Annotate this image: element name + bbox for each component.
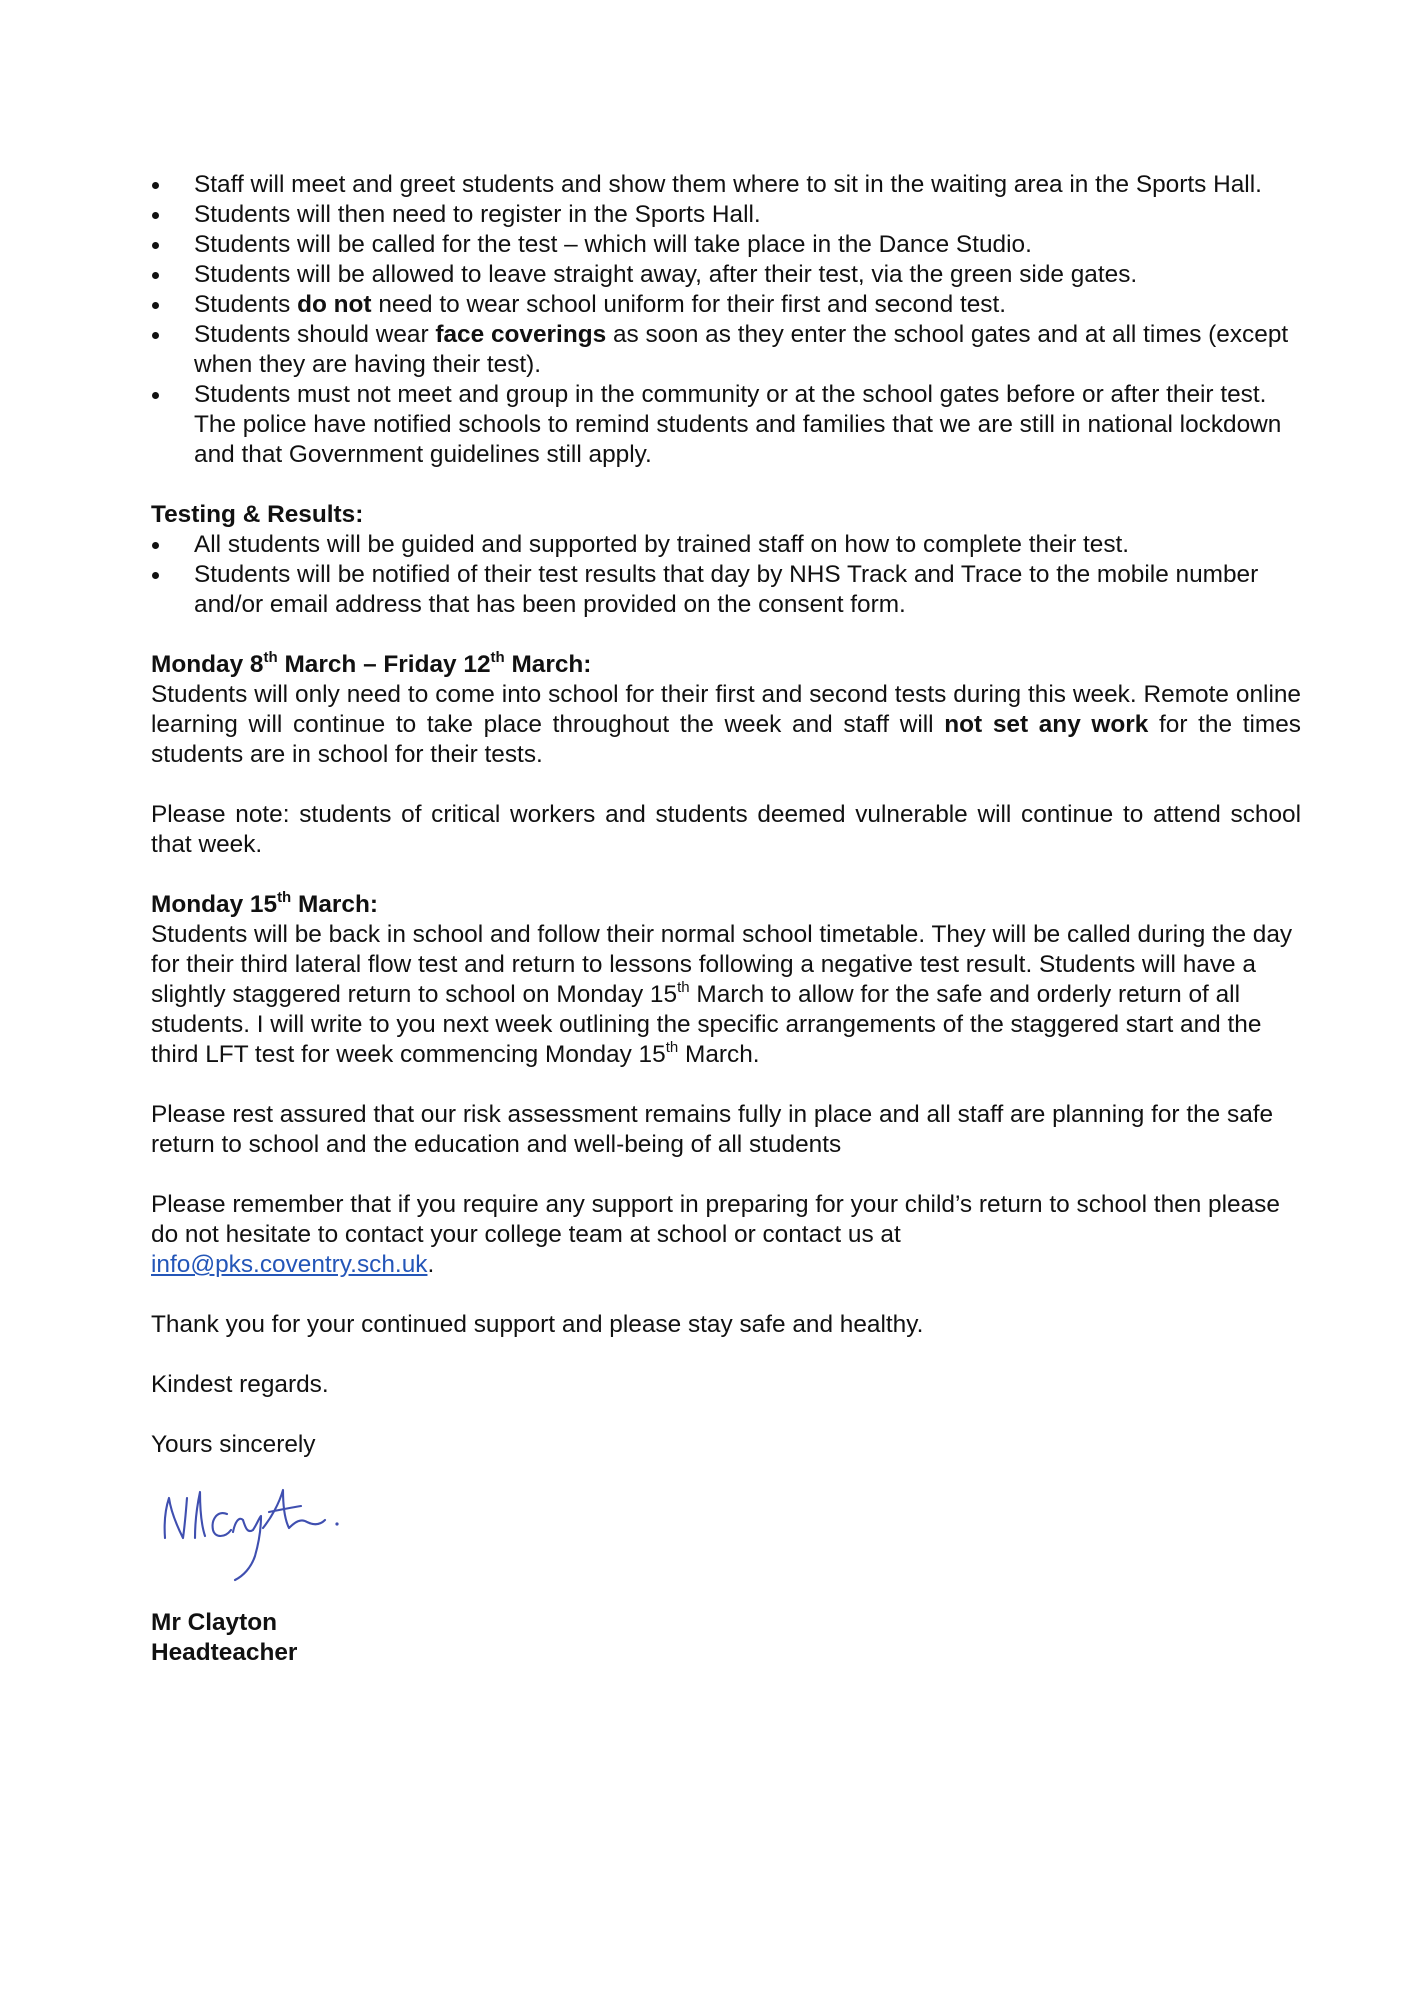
- week2-heading-part: Monday 15: [151, 891, 278, 918]
- signature-dot: [335, 1522, 338, 1525]
- reassurance-paragraph: Please rest assured that our risk assessment remains fully in place and all staff are planning for the safe return to school and the education and well-being of all students: [151, 1101, 1274, 1158]
- spacer: [151, 1400, 1301, 1430]
- bullet-item: [151, 200, 1301, 230]
- handwritten-signature: [155, 1476, 405, 1586]
- bullet-dot: [152, 302, 159, 309]
- spacer: [151, 470, 1301, 500]
- bullet-dot: [152, 182, 159, 189]
- ordinal-suffix: th: [263, 648, 278, 666]
- bullet-text: Students will be called for the test – which will take place in the Dance Studio.: [194, 231, 1032, 258]
- testing-bullet-list: [151, 530, 1301, 620]
- bullet-text-start: Students should wear: [194, 321, 436, 348]
- support-text: Please remember that if you require any support in preparing for your child’s return to school then please do not hesitate to contact your college team at school or contact us at: [151, 1191, 1280, 1248]
- email-link[interactable]: info@pks.coventry.sch.uk: [151, 1251, 428, 1278]
- bullet-item-face-coverings: [151, 320, 1301, 380]
- bullet-text: Students will be allowed to leave straight away, after their test, via the green side gates.: [194, 261, 1138, 288]
- bullet-text-end: as soon as they enter the school gates and at all times (except when they are having their test).: [194, 321, 1289, 378]
- bullet-text: Students must not meet and group in the community or at the school gates before or after their test. The police have notified schools to remind students and families that we are still in national lockdown and that Government guidelines still apply.: [194, 381, 1282, 468]
- ordinal-suffix: th: [490, 648, 505, 666]
- week2-text-part: March.: [678, 1041, 760, 1068]
- bullet-text: Students will be notified of their test results that day by NHS Track and Trace to the mobile number and/or email address that has been provided on the consent form.: [194, 561, 1259, 618]
- bullet-dot: [152, 542, 159, 549]
- week2-heading: [151, 890, 1301, 920]
- spacer: [151, 1280, 1301, 1310]
- bullet-dot: [152, 332, 159, 339]
- spacer: [151, 860, 1301, 890]
- bullet-dot: [152, 242, 159, 249]
- bullet-item: [151, 260, 1301, 290]
- week1-heading-part: Monday 8: [151, 651, 264, 678]
- bullet-dot: [152, 572, 159, 579]
- week1-note: Please note: students of critical workers and students deemed vulnerable will continue to attend school that week.: [151, 801, 1301, 858]
- bullet-text: Students will then need to register in the Sports Hall.: [194, 201, 761, 228]
- week1-heading-part: March – Friday 12: [277, 651, 491, 678]
- spacer: [151, 1340, 1301, 1370]
- spacer: [151, 770, 1301, 800]
- week1-text-bold: not set any work: [944, 711, 1149, 738]
- week1-heading-part: March:: [504, 651, 592, 678]
- testing-heading: Testing & Results:: [151, 501, 364, 528]
- bullet-text-end: need to wear school uniform for their first and second test.: [371, 291, 1007, 318]
- ordinal-suffix: th: [665, 1038, 679, 1056]
- week1-heading: [151, 650, 1301, 680]
- letter-page: [151, 170, 1301, 1668]
- bullet-text-bold: do not: [297, 291, 372, 318]
- week1-paragraph: [151, 680, 1301, 770]
- week2-paragraph: [151, 920, 1301, 1070]
- bullet-item: [151, 530, 1301, 560]
- arrival-bullet-list: [151, 170, 1301, 470]
- support-paragraph: [151, 1190, 1301, 1280]
- week1-text-end: for the times students are in school for their tests.: [151, 711, 1301, 768]
- bullet-item-community: [151, 380, 1301, 470]
- bullet-item: [151, 230, 1301, 260]
- bullet-item: [151, 560, 1301, 620]
- signatory-title: Headteacher: [151, 1639, 298, 1666]
- ordinal-suffix: th: [677, 978, 690, 996]
- spacer: [151, 620, 1301, 650]
- bullet-text-bold: face coverings: [435, 321, 607, 348]
- spacer: [151, 1160, 1301, 1190]
- bullet-text: All students will be guided and supported by trained staff on how to complete their test.: [194, 531, 1130, 558]
- ordinal-suffix: th: [277, 888, 292, 906]
- week2-heading-part: March:: [291, 891, 378, 918]
- sincerely-line: Yours sincerely: [151, 1431, 316, 1458]
- support-text-end: .: [427, 1251, 435, 1278]
- bullet-dot: [152, 272, 159, 279]
- signatory-name: Mr Clayton: [151, 1609, 278, 1636]
- week1-text-start: Students will only need to come into school for their first and second tests during this week. Remote online learning will continue to take place throughout the week and staff will: [151, 681, 1301, 738]
- bullet-item-uniform: [151, 290, 1301, 320]
- spacer: [151, 1070, 1301, 1100]
- bullet-text: Staff will meet and greet students and show them where to sit in the waiting area in the Sports Hall.: [194, 171, 1262, 198]
- bullet-dot: [152, 392, 159, 399]
- regards-line: Kindest regards.: [151, 1371, 329, 1398]
- week2-text-part: March to allow for the safe and orderly return of all students. I will write to you next week outlining the specific arrangements of the staggered start and the third LFT test for week commencing Monday 15: [151, 981, 1262, 1068]
- bullet-text-start: Students: [194, 291, 298, 318]
- week2-text-part: Students will be back in school and follow their normal school timetable. They will be called during the day for their third lateral flow test and return to lessons following a negative test result. Students will have a slightly staggered return to school on Monday 15: [151, 921, 1293, 1008]
- bullet-item: [151, 170, 1301, 200]
- bullet-dot: [152, 212, 159, 219]
- thanks-line: Thank you for your continued support and please stay safe and healthy.: [151, 1311, 924, 1338]
